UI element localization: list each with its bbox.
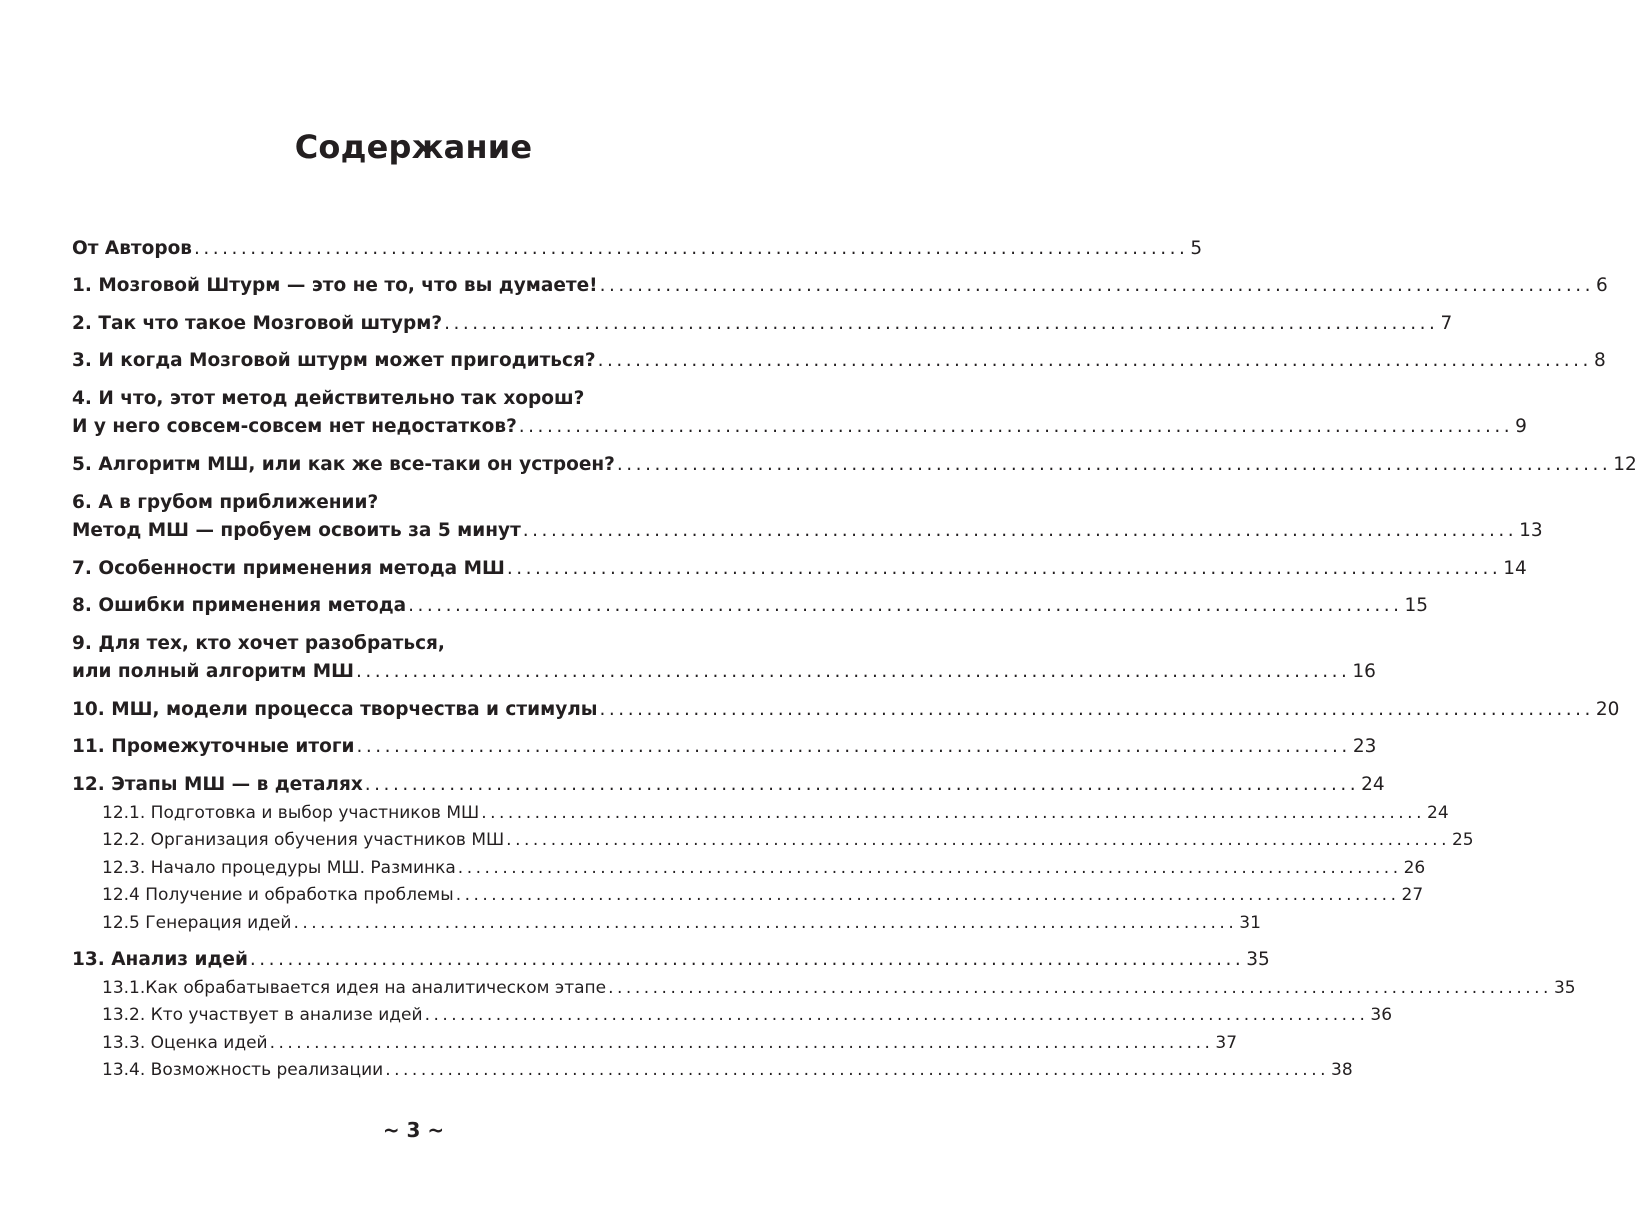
toc-entry-label: 1. Мозговой Штурм — это не то, что вы думаете! [72, 275, 598, 296]
toc-entry-label: 13.3. Оценка идей [102, 1033, 268, 1053]
toc-page-number: 5 [1190, 238, 1203, 259]
toc-subentry[interactable] [72, 882, 1424, 908]
toc-entry-label: 12.5 Генерация идей [102, 913, 292, 933]
toc-page-number: 6 [1595, 275, 1608, 296]
toc-entry-label: 12.4 Получение и обработка проблемы [102, 885, 454, 905]
toc-page-number: 13 [1519, 520, 1543, 541]
dot-leader: .......................................................................................................... [408, 595, 1403, 616]
dot-leader: .......................................................................................................... [506, 558, 1502, 579]
toc-page-number: 9 [1515, 416, 1527, 437]
dot-leader: .......................................................................................................... [356, 736, 1351, 757]
dot-leader: .......................................................................................................... [608, 978, 1552, 998]
toc-entry[interactable] [72, 517, 1543, 545]
toc-entry[interactable] [72, 658, 1376, 686]
toc-entry[interactable] [72, 696, 1620, 724]
dot-leader: .......................................................................................................... [194, 238, 1189, 259]
toc-entry[interactable] [72, 272, 1608, 300]
toc-entry[interactable] [72, 310, 1453, 338]
toc-entry-label: 12.1. Подготовка и выбор участников МШ [102, 803, 480, 823]
dot-leader: .......................................................................................................... [455, 885, 1400, 905]
toc-page-number: 8 [1593, 350, 1606, 371]
toc-entry[interactable] [72, 946, 1270, 974]
toc-page-number: 36 [1370, 1005, 1393, 1025]
toc-subentry[interactable] [72, 1002, 1393, 1028]
toc-page-number: 25 [1451, 830, 1474, 850]
toc-page-number: 37 [1215, 1033, 1238, 1053]
toc-entry-label: 13. Анализ идей [72, 949, 248, 970]
dot-leader: .......................................................................................................... [522, 520, 1518, 541]
toc-entry-first-line[interactable]: 4. И что, этот метод действительно так хорош? [72, 388, 585, 409]
toc-page-number: 23 [1352, 736, 1377, 757]
toc-entry-label: 13.2. Кто участвует в анализе идей [102, 1005, 423, 1025]
dot-leader: .......................................................................................................... [599, 699, 1594, 720]
toc-entry-label: 10. МШ, модели процесса творчества и стимулы [72, 699, 598, 720]
toc-entry-label: 3. И когда Мозговой штурм может пригодиться? [72, 350, 596, 371]
page-number-footer: ~ 3 ~ [382, 1118, 445, 1142]
toc-entry-label: 13.1.Как обрабатывается идея на аналитическом этапе [102, 978, 607, 998]
toc-subentry[interactable] [72, 827, 1474, 853]
toc-entry-first-line[interactable]: 9. Для тех, кто хочет разобраться, [72, 633, 445, 654]
toc-entry-label: И у него совсем-совсем нет недостатков? [72, 416, 517, 437]
toc-entry[interactable] [72, 413, 1527, 441]
toc-entry-first-line[interactable]: 6. А в грубом приближении? [72, 492, 379, 513]
toc-entry-label: Метод МШ — пробуем освоить за 5 минут [72, 520, 521, 541]
dot-leader: .......................................................................................................... [269, 1033, 1214, 1053]
toc-entry[interactable] [72, 235, 1203, 263]
dot-leader: .......................................................................................................... [444, 313, 1439, 334]
toc-entry-label: 5. Алгоритм МШ, или как же все-таки он устроен? [72, 454, 615, 475]
dot-leader: .......................................................................................................... [424, 1005, 1369, 1025]
dot-leader: .......................................................................................................... [481, 803, 1425, 823]
toc-entry[interactable] [72, 347, 1606, 375]
dot-leader: .......................................................................................................... [616, 454, 1612, 475]
toc-subentry[interactable] [72, 800, 1449, 826]
toc-entry-label: От Авторов [72, 238, 193, 259]
toc-page-number: 31 [1239, 913, 1261, 933]
dot-leader: .......................................................................................................... [457, 858, 1402, 878]
toc-page-number: 24 [1361, 774, 1385, 795]
toc-subentry[interactable] [72, 1057, 1353, 1083]
toc-subentry[interactable] [72, 975, 1576, 1001]
toc-entry-label: 7. Особенности применения метода МШ [72, 558, 505, 579]
toc-subentry[interactable] [72, 1030, 1238, 1056]
toc-page-number: 35 [1553, 978, 1576, 998]
toc-entry[interactable] [72, 451, 1637, 479]
toc-page-number: 20 [1595, 699, 1620, 720]
toc-entry-label: 11. Промежуточные итоги [72, 736, 355, 757]
toc-page-number: 7 [1440, 313, 1453, 334]
toc-entry-label: 12. Этапы МШ — в деталях [72, 774, 363, 795]
dot-leader: .......................................................................................................... [506, 830, 1450, 850]
dot-leader: .......................................................................................................... [597, 350, 1592, 371]
toc-entry-label: 12.2. Организация обучения участников МШ [102, 830, 505, 850]
toc-entry[interactable] [72, 555, 1527, 583]
dot-leader: .......................................................................................................... [518, 416, 1514, 437]
toc-subentry[interactable] [72, 910, 1261, 936]
toc-page-number: 14 [1503, 558, 1527, 579]
toc-entry-label: или полный алгоритм МШ [72, 661, 355, 682]
dot-leader: .......................................................................................................... [599, 275, 1594, 296]
dot-leader: .......................................................................................................... [249, 949, 1245, 970]
dot-leader: .......................................................................................................... [385, 1060, 1330, 1080]
page-title: Содержание [294, 128, 533, 166]
dot-leader: .......................................................................................................... [293, 913, 1238, 933]
toc-entry[interactable] [72, 592, 1429, 620]
toc-page-number: 38 [1331, 1060, 1353, 1080]
toc-entry-label: 2. Так что такое Мозговой штурм? [72, 313, 443, 334]
table-of-contents [72, 0, 1637, 1211]
toc-entry-label: 8. Ошибки применения метода [72, 595, 407, 616]
dot-leader: .......................................................................................................... [364, 774, 1360, 795]
toc-page-number: 24 [1427, 803, 1449, 823]
dot-leader: .......................................................................................................... [356, 661, 1351, 682]
toc-page-number: 27 [1401, 885, 1424, 905]
toc-entry[interactable] [72, 771, 1385, 799]
toc-page-number: 16 [1352, 661, 1376, 682]
toc-subentry[interactable] [72, 855, 1426, 881]
toc-entry-label: 12.3. Начало процедуры МШ. Разминка [102, 858, 456, 878]
toc-page-number: 12 [1613, 454, 1637, 475]
toc-page-number: 26 [1403, 858, 1426, 878]
toc-entry-label: 13.4. Возможность реализации [102, 1060, 384, 1080]
toc-page-number: 35 [1246, 949, 1270, 970]
toc-entry[interactable] [72, 733, 1377, 761]
toc-page-number: 15 [1404, 595, 1429, 616]
